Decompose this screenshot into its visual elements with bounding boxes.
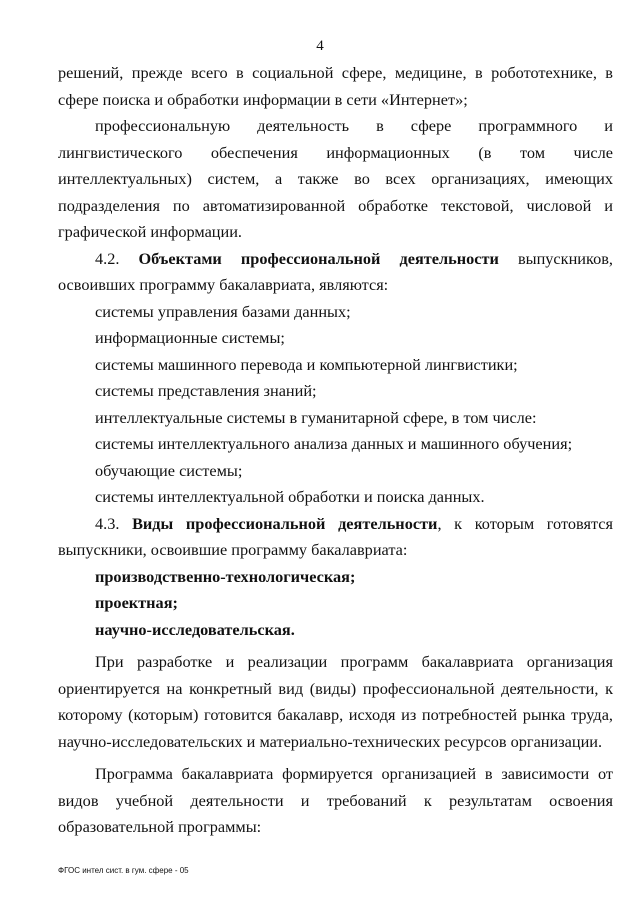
paragraph-continuation: решений, прежде всего в социальной сфере, медицине, в робототехнике, в сфере поиска и обработки информации в сети «Интернет»;: [58, 63, 613, 109]
section-4-3-number: 4.3.: [95, 513, 120, 533]
section-4-3-text: , к которым готовятся выпускники, освоившие программу бакалавриата:: [58, 513, 614, 559]
section-4-2-heading: Объектами профессиональной деятельности: [138, 248, 499, 268]
section-4-2-number: 4.2.: [95, 248, 120, 268]
activity-kind-item: [58, 564, 613, 591]
page-body: [58, 60, 613, 841]
activity-kind-item: [58, 590, 613, 617]
section-4-3: [58, 511, 613, 564]
list-item: системы интеллектуального анализа данных и машинного обучения;: [95, 434, 573, 453]
list-item: обучающие системы;: [95, 460, 243, 480]
activity-kind-item: [58, 617, 613, 644]
section-4-3-heading: Виды профессиональной деятельности: [132, 513, 438, 533]
footer-code: ФГОС интел сист. в гум. сфере - 05: [58, 866, 189, 875]
page-number: 4: [316, 38, 324, 54]
section-4-2-text: выпускников, освоивших программу бакалавриата, являются:: [58, 248, 613, 294]
list-item: системы интеллектуальной обработки и поиска данных.: [95, 487, 485, 506]
list-item: информационные системы;: [95, 328, 285, 347]
paragraph-program-formation: Программа бакалавриата формируется организацией в зависимости от видов учебной деятельности и требований к результатам освоения образовательной программы:: [58, 764, 613, 836]
activity-kind-label: научно-исследовательская.: [95, 619, 295, 639]
list-item: системы управления базами данных;: [95, 301, 351, 321]
section-4-2: [58, 246, 613, 299]
list-item: системы машинного перевода и компьютерной лингвистики;: [95, 354, 518, 374]
activity-kind-label: проектная;: [95, 593, 178, 612]
list-item: системы представления знаний;: [95, 381, 317, 400]
paragraph-program-development: При разработке и реализации программ бакалавриата организация ориентируется на конкретный вид (виды) профессиональной деятельности, к которому (которым) готовится бакалавр, исходя из потребностей рынка труда, научно-исследовательских и материально-технических ресурсов организации.: [58, 652, 613, 751]
paragraph-professional-activity: профессиональную деятельность в сфере программного и лингвистического обеспечения информационных (в том числе интеллектуальных) систем, а также во всех организациях, имеющих подразделения по автоматизированной обработке текстовой, числовой и графической информации.: [58, 116, 613, 241]
activity-kind-label: производственно-технологическая;: [95, 566, 356, 586]
list-item: интеллектуальные системы в гуманитарной сфере, в том числе:: [95, 407, 537, 427]
